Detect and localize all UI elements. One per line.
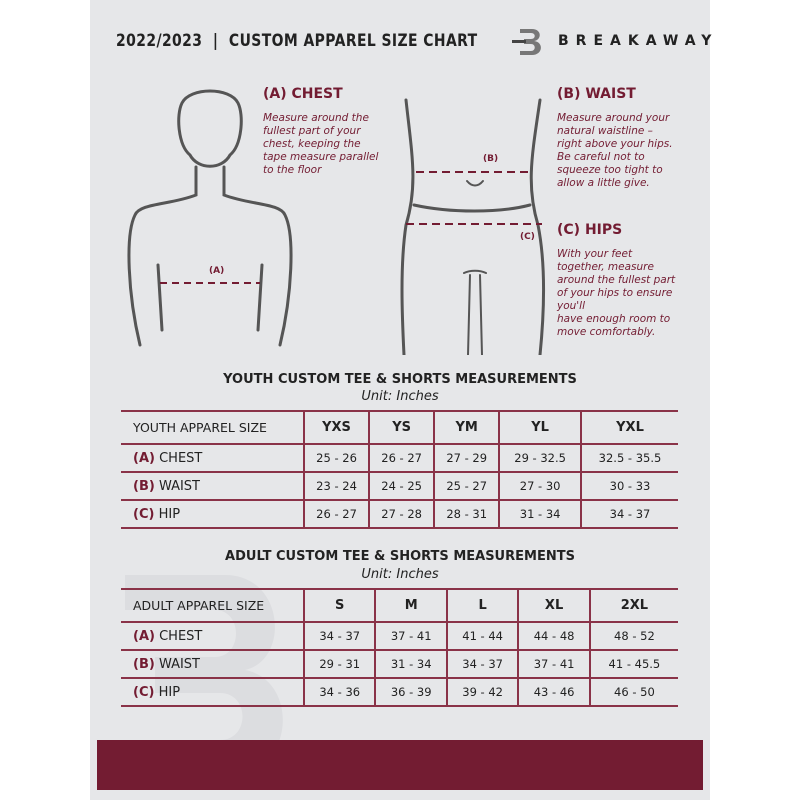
table-row xyxy=(121,622,678,650)
header-row xyxy=(121,411,678,444)
size-header: L xyxy=(447,589,518,622)
brand-name: BREAKAWAY xyxy=(558,33,719,49)
hips-heading: (C) HIPS xyxy=(557,222,623,238)
table-cell: 26 - 27 xyxy=(304,500,369,528)
table-cell: 34 - 36 xyxy=(304,678,375,706)
measurement-letter: (C) xyxy=(133,684,155,700)
size-label: ADULT APPAREL SIZE xyxy=(121,589,304,622)
table-cell: 44 - 48 xyxy=(518,622,589,650)
measurement-letter: (C) xyxy=(133,506,155,522)
table-cell: 27 - 30 xyxy=(499,472,581,500)
table-cell: 43 - 46 xyxy=(518,678,589,706)
measurement-name: WAIST xyxy=(158,656,201,672)
size-header: S xyxy=(304,589,375,622)
adult-table-title: ADULT CUSTOM TEE & SHORTS MEASUREMENTS xyxy=(225,549,575,564)
table-cell: 25 - 26 xyxy=(304,444,369,472)
table-cell: 29 - 31 xyxy=(304,650,375,678)
table-cell: 32.5 - 35.5 xyxy=(581,444,678,472)
size-header: M xyxy=(375,589,446,622)
table-cell: 37 - 41 xyxy=(375,622,446,650)
chest-heading: (A) CHEST xyxy=(263,86,343,102)
size-header: XL xyxy=(518,589,589,622)
measurement-label xyxy=(121,500,304,528)
table-cell: 31 - 34 xyxy=(499,500,581,528)
youth-table-title: YOUTH CUSTOM TEE & SHORTS MEASUREMENTS xyxy=(223,372,577,387)
table-row xyxy=(121,472,678,500)
table-cell: 27 - 28 xyxy=(369,500,434,528)
table-cell: 36 - 39 xyxy=(375,678,446,706)
table-cell: 30 - 33 xyxy=(581,472,678,500)
table-cell: 34 - 37 xyxy=(304,622,375,650)
waist-description: Measure around your natural waistline – right above your hips. Be careful not to squeeze too tight to allow a little give. xyxy=(557,112,673,189)
table-cell: 27 - 29 xyxy=(434,444,499,472)
chest-description: Measure around the fullest part of your chest, keeping the tape measure parallel to the floor xyxy=(263,112,379,176)
measurement-label xyxy=(121,678,304,706)
adult-unit: Unit: Inches xyxy=(361,567,439,582)
table-cell: 24 - 25 xyxy=(369,472,434,500)
table-row xyxy=(121,678,678,706)
measurement-name: WAIST xyxy=(158,478,201,494)
size-header: YXS xyxy=(304,411,369,444)
measurement-name: HIP xyxy=(158,684,181,700)
measurement-label xyxy=(121,622,304,650)
table-cell: 46 - 50 xyxy=(590,678,678,706)
table-cell: 23 - 24 xyxy=(304,472,369,500)
measurement-name: CHEST xyxy=(159,450,203,466)
lower-body-figure xyxy=(400,95,550,355)
page-title: 2022/2023 | CUSTOM APPAREL SIZE CHART xyxy=(116,31,478,51)
table-cell: 31 - 34 xyxy=(375,650,446,678)
table-row xyxy=(121,500,678,528)
table-cell: 39 - 42 xyxy=(447,678,518,706)
adult-size-table xyxy=(121,588,678,707)
table-cell: 28 - 31 xyxy=(434,500,499,528)
table-cell: 41 - 44 xyxy=(447,622,518,650)
measurement-name: HIP xyxy=(158,506,181,522)
waist-heading: (B) WAIST xyxy=(557,86,636,102)
size-header: 2XL xyxy=(590,589,678,622)
table-row xyxy=(121,650,678,678)
table-cell: 34 - 37 xyxy=(581,500,678,528)
youth-unit: Unit: Inches xyxy=(361,389,439,404)
size-header: YXL xyxy=(581,411,678,444)
youth-size-table xyxy=(121,410,678,529)
measurement-name: CHEST xyxy=(159,628,203,644)
size-header: YM xyxy=(434,411,499,444)
measurement-letter: (B) xyxy=(133,478,155,494)
size-header: YS xyxy=(369,411,434,444)
table-row xyxy=(121,444,678,472)
measurement-letter: (A) xyxy=(133,628,155,644)
hips-description: With your feet together, measure around the fullest part of your hips to ensure you'll have enough room to move comfortably. xyxy=(557,248,676,338)
hips-marker: (C) xyxy=(520,232,535,242)
measurement-letter: (A) xyxy=(133,450,155,466)
measurement-letter: (B) xyxy=(133,656,155,672)
chest-marker: (A) xyxy=(209,266,225,276)
size-label: YOUTH APPAREL SIZE xyxy=(121,411,304,444)
table-cell: 41 - 45.5 xyxy=(590,650,678,678)
size-header: YL xyxy=(499,411,581,444)
waist-marker: (B) xyxy=(483,154,499,164)
measurement-label xyxy=(121,472,304,500)
footer-band xyxy=(97,740,703,790)
breakaway-logo-icon xyxy=(512,26,546,58)
table-cell: 37 - 41 xyxy=(518,650,589,678)
table-cell: 34 - 37 xyxy=(447,650,518,678)
table-cell: 25 - 27 xyxy=(434,472,499,500)
header-row xyxy=(121,589,678,622)
table-cell: 26 - 27 xyxy=(369,444,434,472)
table-cell: 48 - 52 xyxy=(590,622,678,650)
measurement-label xyxy=(121,650,304,678)
table-cell: 29 - 32.5 xyxy=(499,444,581,472)
measurement-label xyxy=(121,444,304,472)
